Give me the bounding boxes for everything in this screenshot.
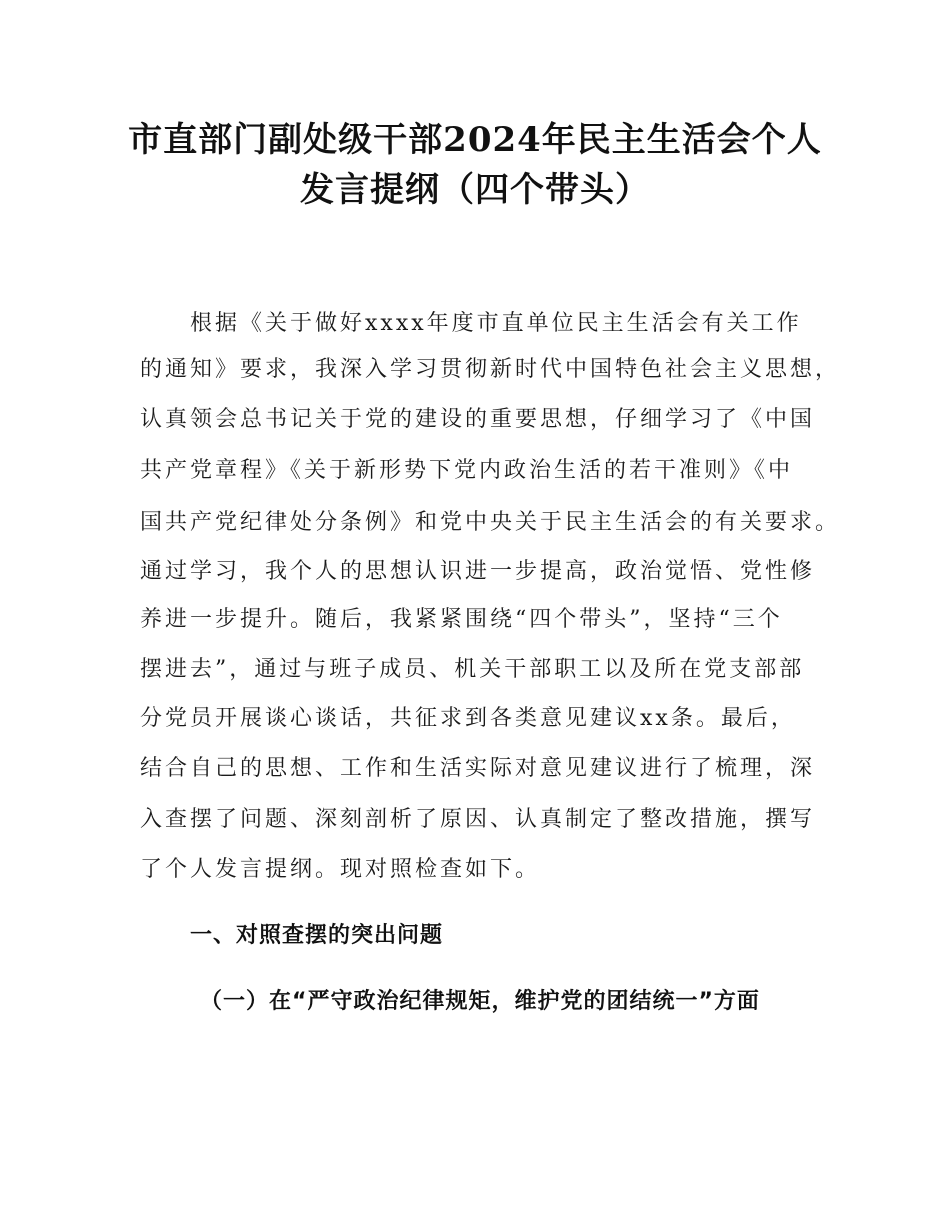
subsection-heading: （一）在“严守政治纪律规矩，维护党的团结统一”方面 (200, 989, 760, 1014)
paragraph-line: 养进一步提升。随后，我紧紧围绕“四个带头”，坚持“三个 (140, 607, 783, 632)
section-heading: 一、对照查摆的突出问题 (190, 923, 444, 948)
paragraph-line: 通过学习，我个人的思想认识进一步提高，政治觉悟、党性修 (140, 559, 816, 584)
paragraph-line: 入查摆了问题、深刻剖析了原因、认真制定了整改措施，撰写 (140, 807, 816, 832)
paragraph-line: 共产党章程》《关于新形势下党内政治生活的若干准则》《中 (140, 458, 794, 483)
paragraph-line: 了个人发言提纲。现对照检查如下。 (140, 857, 541, 882)
paragraph-line: 分党员开展谈心谈话，共征求到各类意见建议xx条。最后， (140, 706, 796, 731)
paragraph-line: 国共产党纪律处分条例》和党中央关于民主生活会的有关要求。 (140, 510, 841, 535)
paragraph-line: 摆进去”，通过与班子成员、机关干部职工以及所在党支部部 (140, 657, 805, 682)
paragraph-line: 结合自己的思想、工作和生活实际对意见建议进行了梳理，深 (140, 756, 816, 781)
paragraph-line: 的通知》要求，我深入学习贯彻新时代中国特色社会主义思想， (140, 357, 841, 382)
document-title-line-1: 市直部门副处级干部2024年民主生活会个人 (128, 120, 822, 160)
paragraph-line: 根据《关于做好xxxx年度市直单位民主生活会有关工作 (190, 311, 802, 336)
paragraph-line: 认真领会总书记关于党的建设的重要思想，仔细学习了《中国 (140, 407, 816, 432)
document-title-line-2: 发言提纲（四个带头） (300, 170, 650, 210)
